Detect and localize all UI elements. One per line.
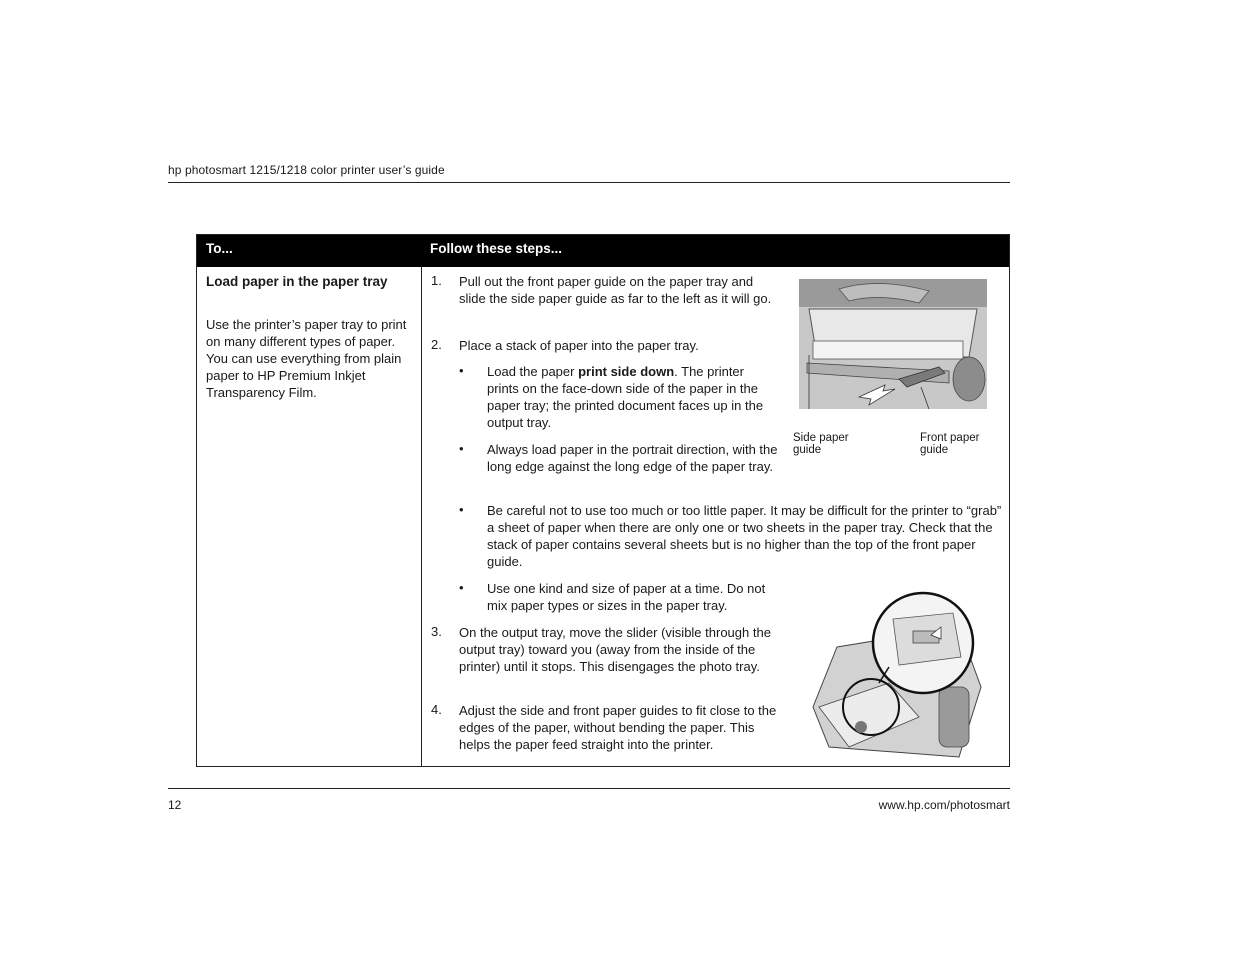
footer-url: www.hp.com/photosmart [878, 798, 1010, 812]
task-title: Load paper in the paper tray [206, 274, 388, 289]
task-description: Use the printer’s paper tray to print on many different types of paper. You can use everything from plain paper to HP Premium Inkjet Transparency Film. [206, 317, 407, 400]
step-number: 3. [431, 624, 442, 639]
page-number: 12 [168, 798, 182, 812]
step-text: Adjust the side and front paper guides to fit close to the edges of the paper, without bending the paper. This helps the paper feed straight into the printer. [459, 703, 777, 752]
step-text: On the output tray, move the slider (visible through the output tray) toward you (away from the inside of the printer) until it stops. This disengages the photo tray. [459, 625, 771, 674]
bullet-text: Use one kind and size of paper at a time. Do not mix paper types or sizes in the paper tray. [487, 581, 766, 613]
step-text: Place a stack of paper into the paper tray. [459, 338, 699, 353]
bullet-marker: • [459, 441, 464, 456]
bullet-text: Always load paper in the portrait direction, with the long edge against the long edge of the paper tray. [487, 442, 778, 474]
side-guide-caption: Side paper guide [793, 432, 849, 456]
col-header-steps: Follow these steps... [430, 241, 563, 256]
header-rule [168, 182, 1010, 183]
bullet-text: Be careful not to use too much or too little paper. It may be difficult for the printer to “grab” a sheet of paper when there are only one or two sheets in the paper tray. Check that the stack of paper contains several sheets but is no higher than the top of the front paper guide. [487, 503, 1002, 569]
footer-rule [168, 788, 1010, 789]
step-number: 2. [431, 337, 442, 352]
printer-slider-illustration [809, 587, 984, 762]
step-number: 4. [431, 702, 442, 717]
bullet-marker: • [459, 580, 464, 595]
step-text: Pull out the front paper guide on the paper tray and slide the side paper guide as far to the left as it will go. [459, 274, 772, 306]
table-header-row [197, 235, 1009, 267]
step-number: 1. [431, 273, 442, 288]
front-guide-caption: Front paper guide [920, 432, 980, 456]
instructions-table [196, 234, 1010, 767]
bullet-text: Load the paper print side down. The printer prints on the face-down side of the paper in the paper tray; the printed document faces up in the output tray. [487, 364, 764, 430]
emphasis-text: print side down [578, 364, 675, 379]
running-header: hp photosmart 1215/1218 color printer user’s guide [168, 163, 445, 177]
paper-tray-illustration [799, 279, 987, 409]
bullet-marker: • [459, 502, 464, 517]
bullet-marker: • [459, 363, 464, 378]
column-divider [421, 267, 422, 766]
col-header-to: To... [206, 241, 233, 256]
